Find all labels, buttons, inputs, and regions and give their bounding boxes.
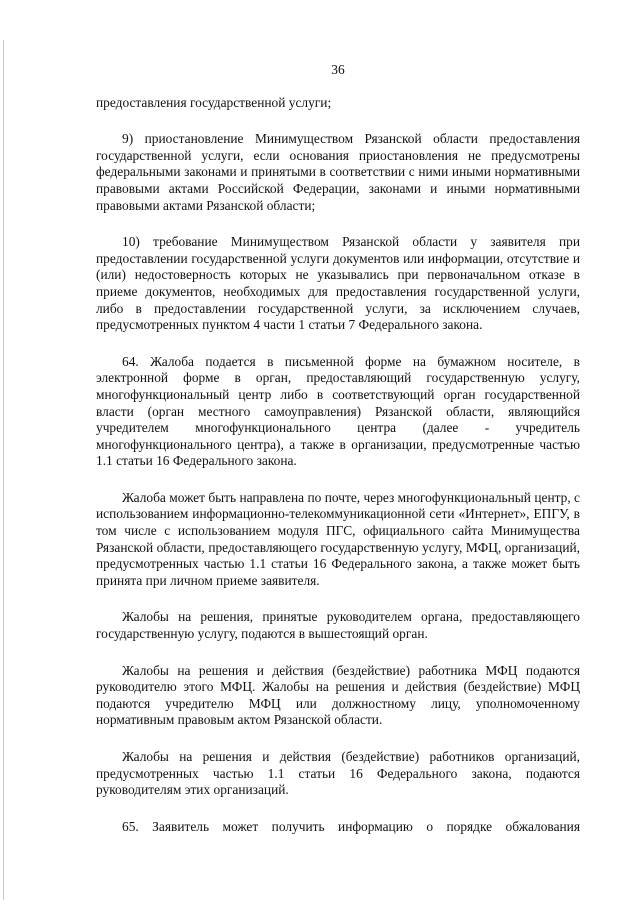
paragraph-item-10: 10) требование Минимуществом Рязанской области у заявителя при предоставлении государственной услуги документов или информации, отсутствие и (или) недостоверность которых не указывались при первоначальном отказе в приеме документов, необходимых для предоставления государственной услуги, либо в предоставлении государственной услуги, за исключением случаев, предусмотренных пунктом 4 части 1 статьи 7 Федерального закона. <box>96 234 580 333</box>
paragraph-complaints-mfc: Жалобы на решения и действия (бездействие) работника МФЦ подаются руководителю этого МФЦ. Жалобы на решения и действия (бездействие) МФЦ подаются учредителю МФЦ или должностному лицу, уполномоченному нормативным правовым актом Рязанской области. <box>96 662 580 728</box>
paragraph-clause-64: 64. Жалоба подается в письменной форме на бумажном носителе, в электронной форме в орган, предоставляющий государственную услугу, многофункциональный центр либо в соответствующий орган государственной власти (орган местного самоуправления) Рязанской области, являющийся учредителем многофункционального центра (далее - учредитель многофункционального центра), а также в организации, предусмотренные частью 1.1 статьи 16 Федерального закона. <box>96 353 580 469</box>
paragraph-clause-65: 65. Заявитель может получить информацию о порядке обжалования <box>122 818 580 834</box>
paragraph-complaints-organizations: Жалобы на решения и действия (бездействие) работников организаций, предусмотренных частью 1.1 статьи 16 Федерального закона, подаются руководителям этих организаций. <box>96 749 580 798</box>
paragraph-continuation: предоставления государственной услуги; <box>96 94 332 110</box>
scan-edge-line <box>3 40 4 900</box>
paragraph-complaints-head: Жалобы на решения, принятые руководителем органа, предоставляющего государственную услугу, подаются в вышестоящий орган. <box>96 609 580 642</box>
document-page <box>96 62 580 835</box>
paragraph-complaint-channels: Жалоба может быть направлена по почте, через многофункциональный центр, с использованием информационно-телекоммуникационной сети «Интернет», ЕПГУ, в том числе с использованием модуля ПГС, официального сайта Минимущества Рязанской области, предоставляющего государственную услугу, МФЦ, организаций, предусмотренных частью 1.1 статьи 16 Федерального закона, а также может быть принята при личном приеме заявителя. <box>96 489 580 588</box>
paragraph-item-9: 9) приостановление Минимуществом Рязанской области предоставления государственной услуги, если основания приостановления не предусмотрены федеральными законами и принятыми в соответствии с ними иными нормативными правовыми актами Российской Федерации, законами и иными нормативными правовыми актами Рязанской области; <box>96 131 580 213</box>
page-number: 36 <box>331 62 345 77</box>
